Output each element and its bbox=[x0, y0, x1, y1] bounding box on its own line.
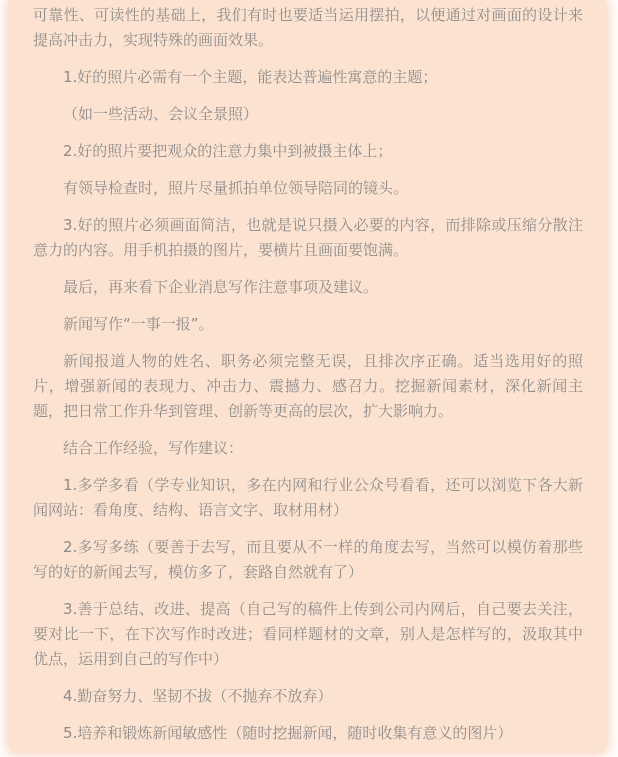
paragraph: 结合工作经验，写作建议： bbox=[63, 439, 244, 457]
paragraph: 新闻写作“一事一报”。 bbox=[63, 315, 214, 333]
paragraph: 5.培养和锻炼新闻敏感性（随时挖掘新闻，随时收集有意义的图片） bbox=[63, 724, 513, 742]
paragraph: 1.多学多看（学专业知识，多在内网和行业公众号看看，还可以浏览下各大新闻网站：看角度、结构、语言文字、取材用材） bbox=[33, 476, 583, 519]
paragraph: 3.善于总结、改进、提高（自己写的稿件上传到公司内网后，自己要去关注，要对比一下，在下次写作时改进；看同样题材的文章，别人是怎样写的，汲取其中优点，运用到自己的写作中） bbox=[33, 600, 583, 668]
paragraph: 最后，再来看下企业消息写作注意事项及建议。 bbox=[63, 278, 379, 296]
article-panel bbox=[10, 0, 605, 751]
paragraph: 2.多写多练（要善于去写，而且要从不一样的角度去写，当然可以模仿着那些写的好的新闻去写，模仿多了，套路自然就有了） bbox=[33, 538, 583, 581]
paragraph: 3.好的照片必须画面简洁，也就是说只摄入必要的内容，而排除或压缩分散注意力的内容。用手机拍摄的图片，要横片且画面要饱满。 bbox=[33, 216, 583, 259]
paragraph: 有领导检查时，照片尽量抓拍单位领导陪同的镜头。 bbox=[63, 179, 409, 197]
article-body bbox=[33, 3, 583, 746]
paragraph: 新闻报道人物的姓名、职务必须完整无误，且排次序正确。适当选用好的照片，增强新闻的表现力、冲击力、震撼力、感召力。挖掘新闻素材，深化新闻主题，把日常工作升华到管理、创新等更高的层次，扩大影响力。 bbox=[33, 352, 583, 420]
paragraph: 可靠性、可读性的基础上，我们有时也要适当运用摆拍，以便通过对画面的设计来提高冲击力，实现特殊的画面效果。 bbox=[33, 6, 583, 49]
paragraph: 2.好的照片要把观众的注意力集中到被摄主体上； bbox=[63, 142, 393, 160]
paragraph: （如一些活动、会议全景照） bbox=[63, 105, 259, 123]
paragraph: 1.好的照片必需有一个主题，能表达普遍性寓意的主题； bbox=[63, 68, 438, 86]
paragraph: 4.勤奋努力、坚韧不拔（不抛弃不放弃） bbox=[63, 687, 333, 705]
